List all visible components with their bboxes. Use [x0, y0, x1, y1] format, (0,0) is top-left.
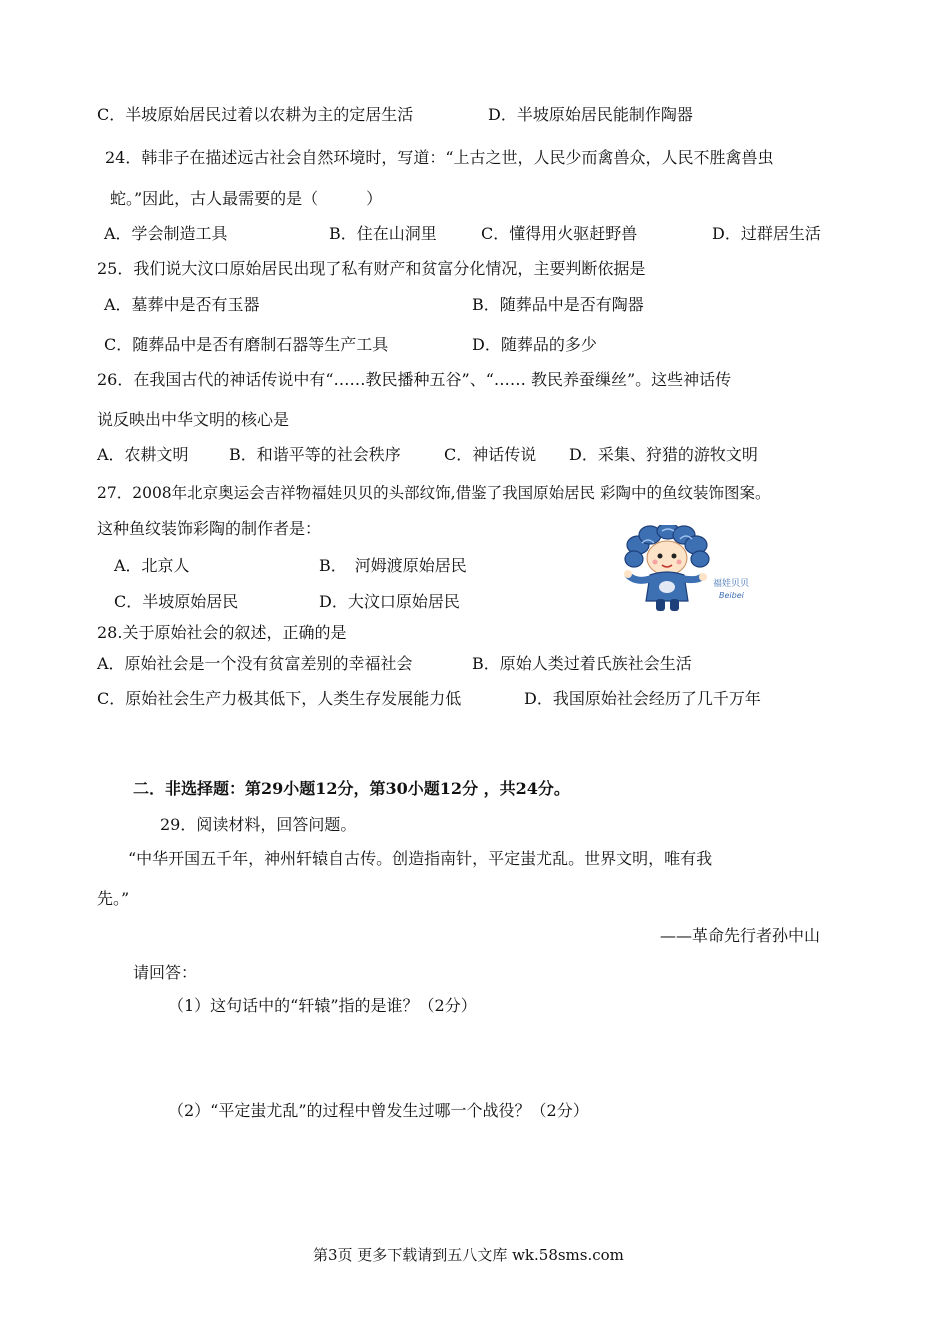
q29-quote-line1: “中华开国五千年，神州轩辕自古传。创造指南针，平定蚩尤乱。世界文明，唯有我: [128, 849, 713, 868]
q25-option-c: C．随葬品中是否有磨制石器等生产工具: [104, 335, 389, 354]
q28-stem: 28.关于原始社会的叙述，正确的是: [97, 623, 347, 642]
q29-subquestion-1: （1）这句话中的“轩辕”指的是谁？（2分）: [168, 996, 477, 1015]
beibei-mascot-image: [620, 525, 770, 615]
q29-ask: 请回答：: [133, 963, 198, 982]
q25-option-d: D．随葬品的多少: [472, 335, 597, 354]
q25-option-b: B．随葬品中是否有陶器: [472, 295, 644, 314]
q24-stem-line2: 蛇。”因此，古人最需要的是（ ）: [110, 189, 383, 208]
q29-subquestion-2: （2）“平定蚩尤乱”的过程中曾发生过哪一个战役？（2分）: [168, 1101, 589, 1120]
mascot-caption-cn: 福娃贝贝: [713, 579, 750, 589]
mascot-caption-en: Beibei: [719, 591, 744, 600]
q23-option-d: D．半坡原始居民能制作陶器: [488, 105, 693, 124]
page-footer: 第3页 更多下载请到五八文库 wk.58sms.com: [313, 1246, 624, 1264]
q27-option-b: B． 河姆渡原始居民: [319, 556, 467, 575]
beibei-mascot-drawing: [620, 525, 770, 615]
q24-option-c: C．懂得用火驱赶野兽: [481, 224, 638, 243]
q27-option-c: C．半坡原始居民: [114, 592, 239, 611]
q26-option-b: B．和谐平等的社会秩序: [229, 445, 401, 464]
q24-stem-line1: 24．韩非子在描述远古社会自然环境时，写道：“上古之世，人民少而禽兽众，人民不胜禽兽虫: [105, 148, 774, 167]
q29-quote-line2: 先。”: [97, 889, 130, 908]
q26-option-a: A．农耕文明: [97, 445, 189, 464]
q27-stem-line1: 27．2008年北京奥运会吉祥物福娃贝贝的头部纹饰,借鉴了我国原始居民 彩陶中的鱼纹装饰图案。: [97, 484, 771, 502]
q28-option-a: A．原始社会是一个没有贫富差别的幸福社会: [97, 654, 413, 673]
q26-stem-line1: 26．在我国古代的神话传说中有“……教民播种五谷”、“…… 教民养蚕缫丝”。这些神话传: [97, 370, 732, 389]
q27-option-a: A．北京人: [114, 556, 190, 575]
q29-stem: 29．阅读材料，回答问题。: [160, 815, 357, 834]
q24-option-d: D．过群居生活: [712, 224, 821, 243]
q26-stem-line2: 说反映出中华文明的核心是: [97, 410, 290, 429]
q29-quote-source: ——革命先行者孙中山: [660, 926, 821, 945]
q24-option-b: B．住在山洞里: [329, 224, 437, 243]
q26-option-c: C．神话传说: [444, 445, 537, 464]
q25-option-a: A．墓葬中是否有玉器: [104, 295, 260, 314]
q23-option-c: C．半坡原始居民过着以农耕为主的定居生活: [97, 105, 414, 124]
q26-option-d: D．采集、狩猎的游牧文明: [569, 445, 758, 464]
q28-option-c: C．原始社会生产力极其低下，人类生存发展能力低: [97, 689, 462, 708]
q28-option-d: D．我国原始社会经历了几千万年: [524, 689, 761, 708]
q27-option-d: D．大汶口原始居民: [319, 592, 460, 611]
q25-stem: 25．我们说大汶口原始居民出现了私有财产和贫富分化情况，主要判断依据是: [97, 259, 646, 278]
q28-option-b: B．原始人类过着氏族社会生活: [472, 654, 692, 673]
q24-option-a: A．学会制造工具: [104, 224, 228, 243]
section2-heading: 二．非选择题：第29小题12分，第30小题12分 ，共24分。: [133, 779, 570, 798]
q27-stem-line2: 这种鱼纹装饰彩陶的制作者是：: [97, 519, 322, 538]
